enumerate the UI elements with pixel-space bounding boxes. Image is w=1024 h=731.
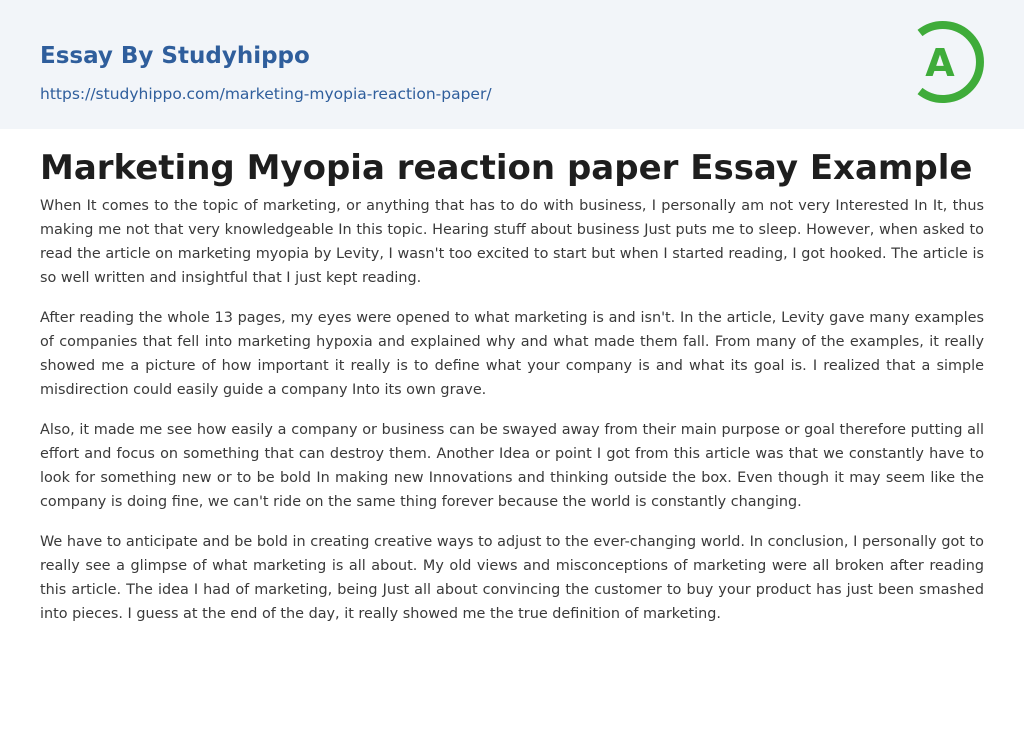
site-brand[interactable]: Essay By Studyhippo bbox=[40, 43, 310, 69]
article-paragraph: We have to anticipate and be bold in creating creative ways to adjust to the ever-changing world. In conclusion, I personally got to really see a glimpse of what marketing is all about. My old views and misconceptions of marketing were all broken after reading this article. The idea I had of marketing, being Just all about convincing the customer to buy your product has just been smashed into pieces. I guess at the end of the day, it really showed me the true definition of marketing. bbox=[40, 534, 984, 622]
studyhippo-logo-icon[interactable] bbox=[910, 17, 990, 107]
page-url-link[interactable]: https://studyhippo.com/marketing-myopia-reaction-paper/ bbox=[40, 85, 492, 103]
page-title: Marketing Myopia reaction paper Essay Example bbox=[40, 148, 973, 188]
article-paragraph: After reading the whole 13 pages, my eyes were opened to what marketing is and isn't. In the article, Levity gave many examples of companies that fell into marketing hypoxia and explained why and what made them fall. From many of the examples, it really showed me a picture of how important it really is to define what your company is and what its goal is. I realized that a simple misdirection could easily guide a company Into its own grave. bbox=[40, 310, 984, 398]
site-header bbox=[0, 0, 1024, 129]
article-body bbox=[40, 194, 984, 642]
logo-letter: A bbox=[925, 41, 955, 85]
article-paragraph: Also, it made me see how easily a company or business can be swayed away from their main purpose or goal therefore putting all effort and focus on something that can destroy them. Another Idea or point I got from this article was that we constantly have to look for something new or to be bold In making new Innovations and thinking outside the box. Even though it may seem like the company is doing fine, we can't ride on the same thing forever because the world is constantly changing. bbox=[40, 422, 984, 510]
article-paragraph: When It comes to the topic of marketing, or anything that has to do with business, I personally am not very Interested In It, thus making me not that very knowledgeable In this topic. Hearing stuff about business Just puts me to sleep. However, when asked to read the article on marketing myopia by Levity, I wasn't too excited to start but when I started reading, I got hooked. The article is so well written and insightful that I just kept reading. bbox=[40, 198, 984, 286]
